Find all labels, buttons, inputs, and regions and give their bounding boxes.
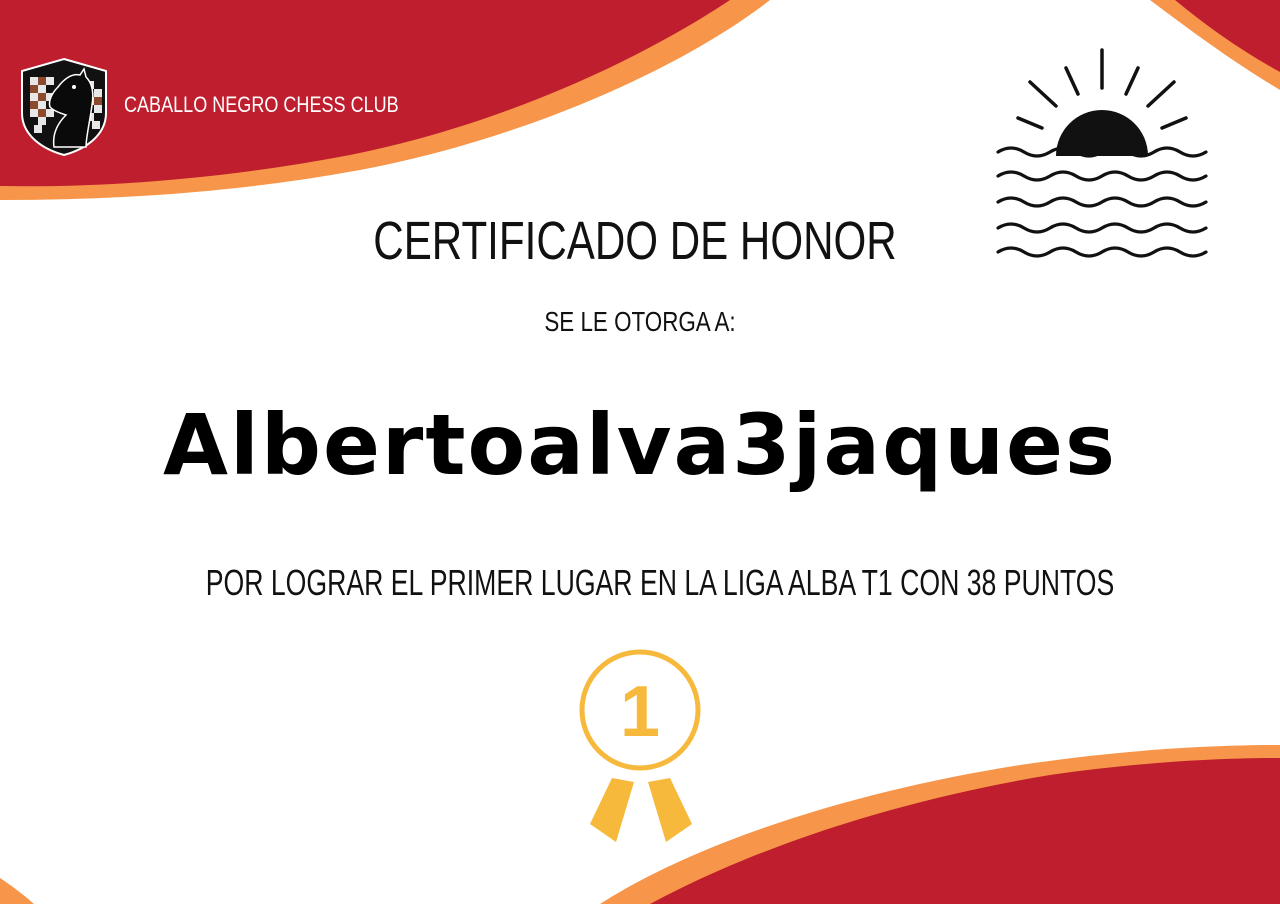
certificate-title: CERTIFICADO DE HONOR — [373, 211, 897, 271]
awarded-to-label: SE LE OTORGA A: — [544, 306, 736, 337]
first-place-medal-icon — [576, 646, 706, 846]
medal-number: 1 — [619, 672, 661, 752]
club-name: CABALLO NEGRO CHESS CLUB — [124, 92, 399, 117]
bottom-left-orange-wave — [0, 878, 34, 904]
recipient-name: Albertoalva3jaques — [163, 396, 1117, 494]
award-reason: POR LOGRAR EL PRIMER LUGAR EN LA LIGA ALBA T1 CON 38 PUNTOS — [205, 562, 1115, 603]
knight-shield-icon — [20, 57, 108, 157]
